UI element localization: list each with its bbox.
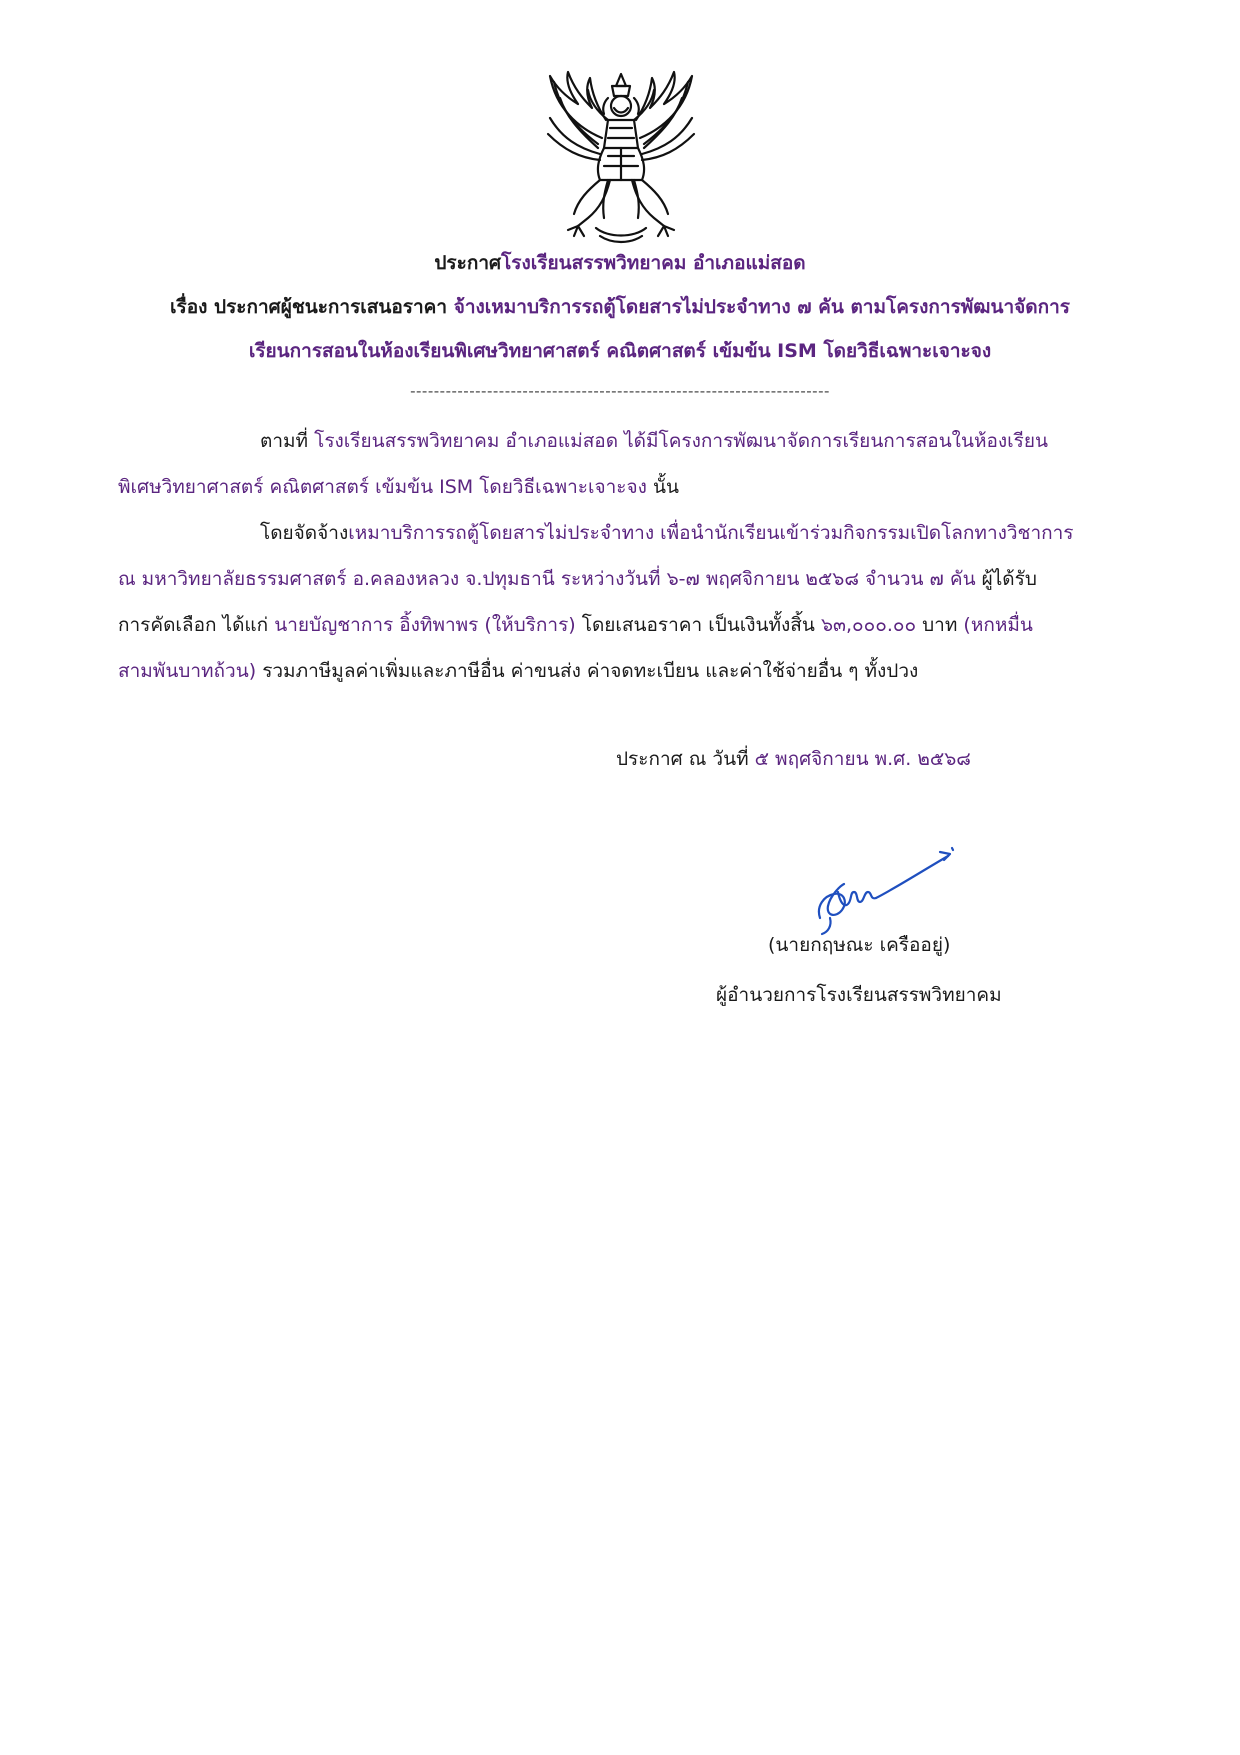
p2-l1-a: โดยจัดจ้าง [260, 522, 349, 544]
title-prefix: ประกาศ [434, 252, 502, 274]
paragraph-2-line-1 [260, 518, 1074, 548]
p2-l2-a: ณ มหาวิทยาลัยธรรมศาสตร์ อ.คลองหลวง จ.ปทุมธานี ระหว่างวันที่ ๖-๗ พฤศจิกายน ๒๕๖๘ จำนวน ๗ คัน [118, 568, 976, 590]
separator-line: ----------------------------------------------------------------------- [410, 382, 830, 400]
subject-line-2: เรียนการสอนในห้องเรียนพิเศษวิทยาศาสตร์ คณิตศาสตร์ เข้มข้น ISM โดยวิธีเฉพาะเจาะจง [248, 340, 992, 362]
garuda-emblem-icon [538, 68, 704, 246]
p2-l3-a: การคัดเลือก ได้แก่ [118, 614, 269, 636]
p1-l2-b: นั้น [652, 476, 679, 498]
announce-date: ๕ พฤศจิกายน พ.ศ. ๒๕๖๘ [754, 748, 971, 770]
p2-l3-b: นายบัญชาการ อิ้งทิพาพร (ให้บริการ) [274, 614, 576, 636]
signature-icon [814, 846, 956, 936]
paragraph-1-line-2 [118, 472, 679, 502]
announce-label: ประกาศ ณ วันที่ [616, 748, 749, 770]
announcement-title [0, 248, 1240, 278]
paragraph-2-line-3 [118, 610, 1033, 640]
title-school: โรงเรียนสรรพวิทยาคม อำเภอแม่สอด [501, 252, 806, 274]
p2-l2-b: ผู้ได้รับ [981, 568, 1037, 590]
p1-l1-c: ได้มีโครงการพัฒนาจัดการเรียนการสอนในห้องเรียน [624, 430, 1048, 452]
announce-date-line [616, 744, 971, 774]
paragraph-1-line-1 [260, 426, 1048, 456]
subject-line-1 [0, 292, 1240, 322]
p2-l3-e: บาท [922, 614, 958, 636]
signatory-name: (นายกฤษณะ เครืออยู่) [768, 934, 951, 956]
p2-l4-a: สามพันบาทถ้วน) [118, 660, 257, 682]
paragraph-2-line-2 [118, 564, 1037, 594]
signatory-position: ผู้อำนวยการโรงเรียนสรรพวิทยาคม [716, 984, 1002, 1006]
subject-label: เรื่อง ประกาศผู้ชนะการเสนอราคา [170, 296, 448, 318]
p2-l3-c: โดยเสนอราคา เป็นเงินทั้งสิ้น [581, 614, 815, 636]
subject-line-1-text: จ้างเหมาบริการรถตู้โดยสารไม่ประจำทาง ๗ คัน ตามโครงการพัฒนาจัดการ [453, 296, 1070, 318]
p2-l4-b: รวมภาษีมูลค่าเพิ่มและภาษีอื่น ค่าขนส่ง ค่าจดทะเบียน และค่าใช้จ่ายอื่น ๆ ทั้งปวง [262, 660, 919, 682]
p1-l1-b: โรงเรียนสรรพวิทยาคม อำเภอแม่สอด [314, 430, 619, 452]
p2-l3-f: (หกหมื่น [963, 614, 1033, 636]
p2-l1-b: เหมาบริการรถตู้โดยสารไม่ประจำทาง เพื่อนำนักเรียนเข้าร่วมกิจกรรมเปิดโลกทางวิชาการ [348, 522, 1074, 544]
p1-l2-a: พิเศษวิทยาศาสตร์ คณิตศาสตร์ เข้มข้น ISM โดยวิธีเฉพาะเจาะจง [118, 476, 647, 498]
p1-l1-a: ตามที่ [260, 430, 309, 452]
p2-l3-d: ๖๓,๐๐๐.๐๐ [820, 614, 917, 636]
paragraph-2-line-4 [118, 656, 918, 686]
